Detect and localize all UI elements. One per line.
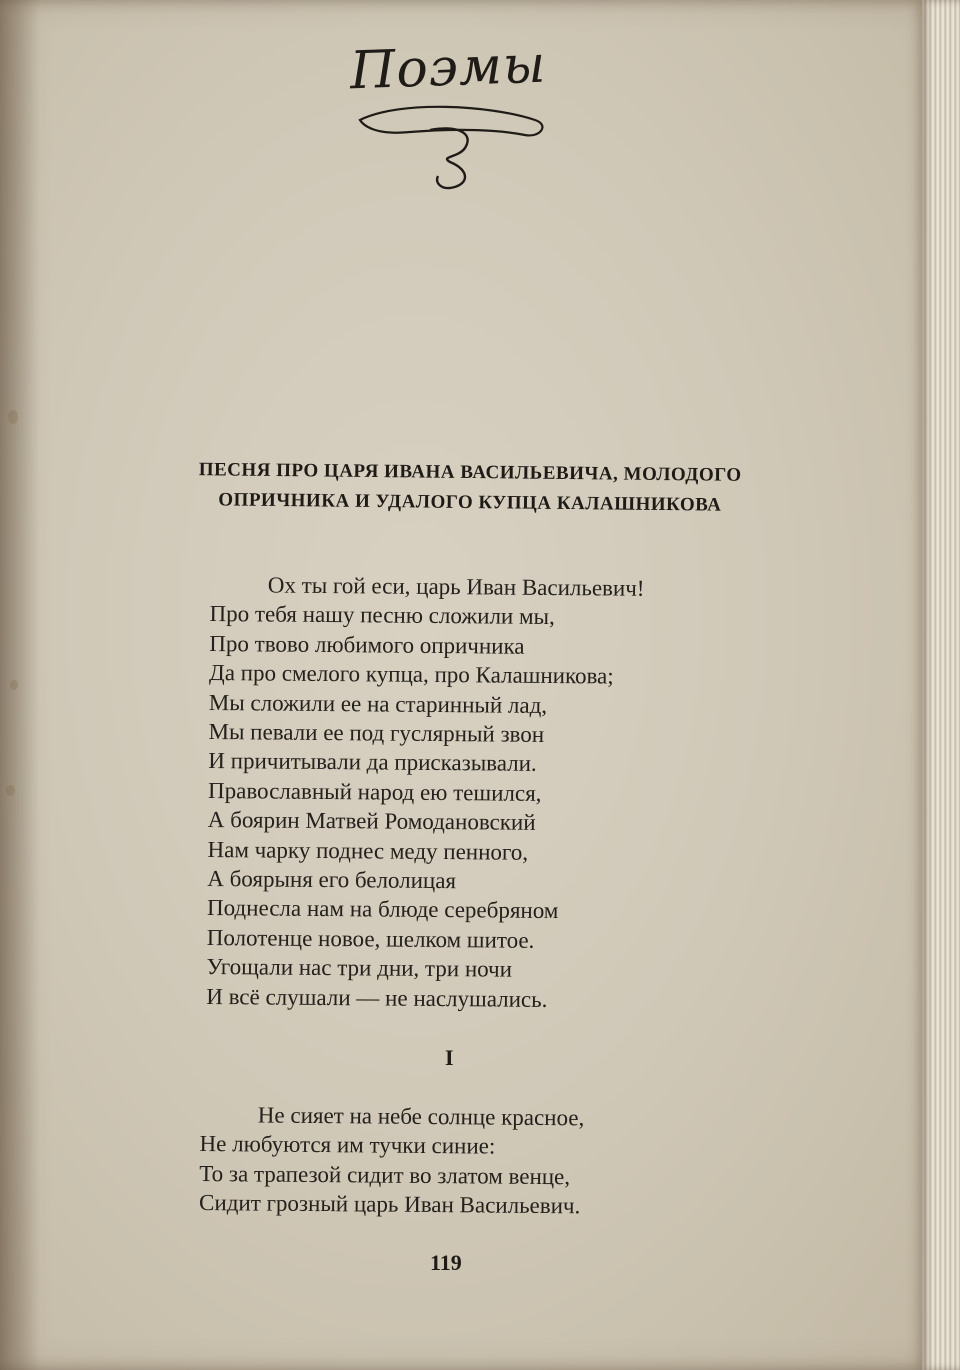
- verse-line: А боярыня его белолицая: [207, 866, 457, 894]
- poem-title-line-2: ОПРИЧНИКА И УДАЛОГО КУПЦА КАЛАШНИКОВА: [218, 489, 722, 516]
- verse-line: Да про смелого купца, про Калашникова;: [208, 660, 614, 689]
- section-heading-text: Поэмы: [349, 34, 548, 102]
- verse-line: Ох ты гой еси, царь Иван Васильевич!: [267, 572, 645, 601]
- verse-line: Не сияет на небе солнце красное,: [257, 1102, 585, 1131]
- chapter-number: I: [445, 1045, 454, 1070]
- verse-line: Мы певали ее под гуслярный звон: [208, 719, 545, 747]
- binding-shadow: [0, 0, 40, 1370]
- verse-line: И всё слушали — не наслушались.: [206, 983, 548, 1012]
- verse-line: Поднесла нам на блюде серебряном: [206, 895, 559, 924]
- page-edges: [922, 0, 960, 1370]
- verse-line: Нам чарку поднес меду пенного,: [207, 836, 529, 865]
- verse-line: И причитывали да присказывали.: [208, 748, 537, 777]
- verse-line: Сидит грозный царь Иван Васильевич.: [198, 1190, 581, 1219]
- verse-line: Полотенце новое, шелком шитое.: [206, 924, 535, 953]
- chapter-stanza: [199, 1100, 584, 1221]
- paper-stain: [10, 680, 18, 690]
- paper-stain: [6, 785, 15, 796]
- verse-line: Про твово любимого опричника: [209, 630, 525, 659]
- verse-line: То за трапезой сидит во златом венце,: [199, 1160, 571, 1190]
- poem-title: [120, 454, 821, 521]
- verse-line: А боярин Матвей Ромодановский: [207, 807, 536, 836]
- verse-line: Про тебя нашу песню сложили мы,: [209, 601, 555, 630]
- verse-line: Не любуются им тучки синие:: [199, 1131, 496, 1159]
- page-number: 119: [430, 1250, 462, 1275]
- verse-line: Православный народ ею тешился,: [207, 777, 542, 806]
- poem-title-line-1: ПЕСНЯ ПРО ЦАРЯ ИВАНА ВАСИЛЬЕВИЧА, МОЛОДОГО: [198, 459, 742, 486]
- verse-line: Мы сложили ее на старинный лад,: [208, 689, 548, 718]
- verse-line: Угощали нас три дни, три ночи: [206, 954, 513, 982]
- paper-stain: [8, 410, 18, 424]
- prologue-stanza: [206, 570, 645, 1015]
- section-heading: [340, 20, 580, 200]
